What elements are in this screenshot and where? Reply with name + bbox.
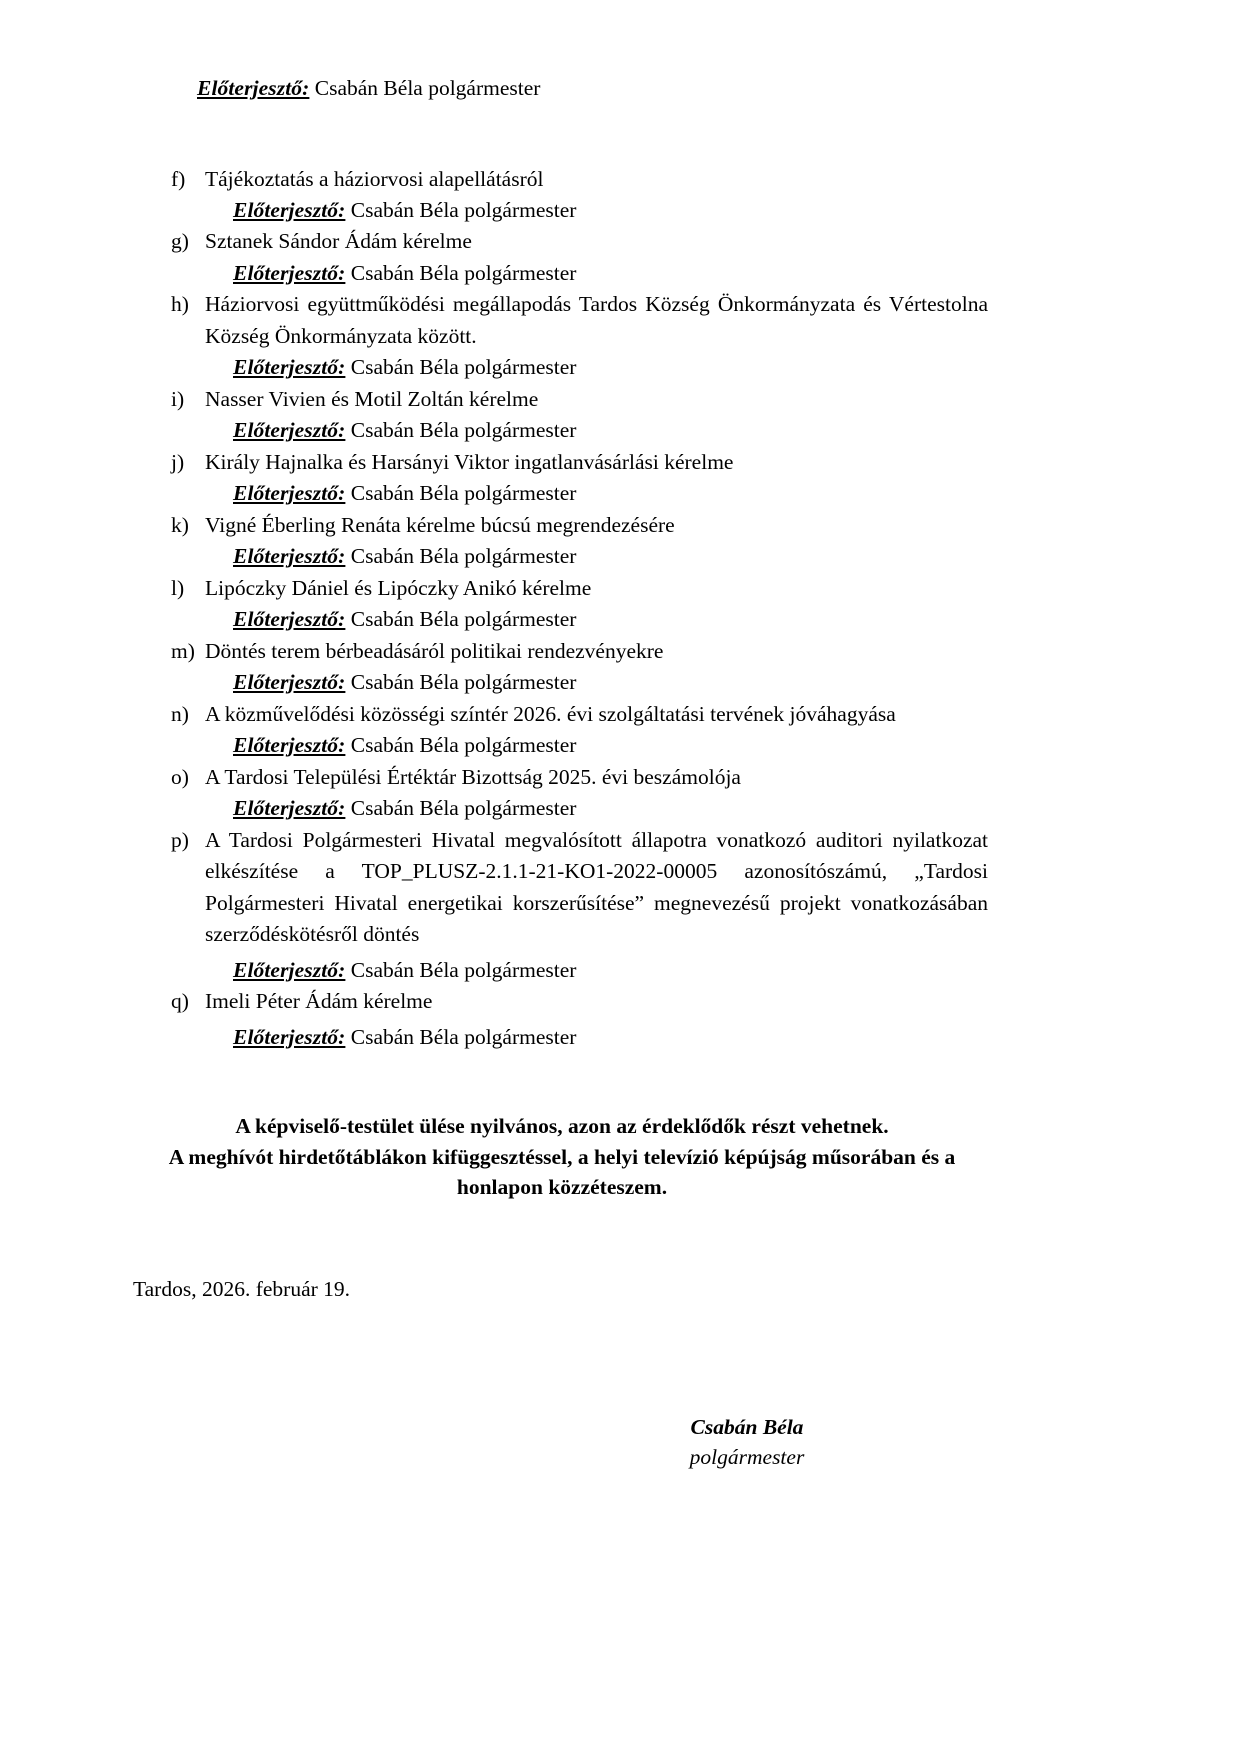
agenda-item-k — [134, 510, 990, 573]
agenda-item-marker: m) — [171, 638, 195, 663]
agenda-item-text: Háziorvosi együttműködési megállapodás Tardos Község Önkormányzata és Vértestolna Község Önkormányzata között. — [205, 292, 988, 348]
agenda-item-presenter — [134, 352, 990, 383]
agenda-item-text: Király Hajnalka és Harsányi Viktor ingatlanvásárlási kérelme — [205, 449, 734, 474]
presenter-name: Csabán Béla polgármester — [350, 197, 577, 222]
agenda-item-line — [134, 226, 990, 257]
agenda-item-marker: f) — [171, 166, 186, 191]
presenter-name: Csabán Béla polgármester — [350, 418, 577, 443]
agenda-item-n — [134, 699, 990, 762]
agenda-item-q — [134, 986, 990, 1053]
document-content — [134, 0, 990, 1473]
presenter-label: Előterjesztő: — [233, 670, 346, 695]
agenda-item-line — [134, 573, 990, 604]
agenda-item-line — [134, 384, 990, 415]
agenda-item-text: A Tardosi Polgármesteri Hivatal megvalósított állapotra vonatkozó auditori nyilatkozat elkészítése a TOP_PLUSZ-2.1.1-21-KO1-2022-00005 azonosítószámú, „Tardosi Polgármesteri Hivatal energetikai korszerűsítése” megnevezésű projekt vonatkozásában szerződéskötésről döntés — [205, 827, 988, 947]
agenda-item-j — [134, 447, 990, 510]
agenda-item-line — [134, 510, 990, 541]
agenda-item-presenter — [134, 955, 990, 986]
agenda-item-m — [134, 636, 990, 699]
signature-inner — [690, 1412, 805, 1473]
agenda-item-presenter — [134, 195, 990, 226]
presenter-label: Előterjesztő: — [233, 544, 346, 569]
agenda-item-h — [134, 289, 990, 383]
presenter-name: Csabán Béla polgármester — [350, 796, 577, 821]
presenter-name: Csabán Béla polgármester — [350, 481, 577, 506]
agenda-item-presenter — [134, 541, 990, 572]
agenda-list — [134, 164, 990, 1054]
agenda-item-line — [134, 447, 990, 478]
agenda-item-text: A közművelődési közösségi színtér 2026. évi szolgáltatási tervének jóváhagyása — [205, 701, 896, 726]
agenda-item-text: Sztanek Sándor Ádám kérelme — [205, 229, 472, 254]
agenda-item-presenter — [134, 793, 990, 824]
presenter-name: Csabán Béla polgármester — [350, 733, 577, 758]
agenda-item-text: A Tardosi Települési Értéktár Bizottság 2025. évi beszámolója — [205, 764, 741, 789]
presenter-label: Előterjesztő: — [233, 957, 346, 982]
presenter-label: Előterjesztő: — [233, 418, 346, 443]
notice-line-1: A képviselő-testület ülése nyilvános, azon az érdeklődők részt vehetnek. — [235, 1114, 889, 1139]
public-notice — [134, 1111, 990, 1203]
presenter-label: Előterjesztő: — [233, 260, 346, 285]
agenda-item-line — [134, 164, 990, 195]
agenda-item-l — [134, 573, 990, 636]
agenda-item-text: Lipóczky Dániel és Lipóczky Anikó kérelme — [205, 575, 592, 600]
agenda-item-i — [134, 384, 990, 447]
agenda-item-marker: q) — [171, 989, 189, 1014]
notice-line-3: honlapon közzéteszem. — [456, 1175, 668, 1200]
notice-line-2: A meghívót hirdetőtáblákon kifüggesztéssel, a helyi televízió képújság műsorában és a — [168, 1144, 956, 1169]
signature-role: polgármester — [689, 1445, 805, 1470]
agenda-item-line — [134, 289, 990, 352]
agenda-item-marker: g) — [171, 229, 189, 254]
agenda-item-presenter — [134, 667, 990, 698]
signature-block — [134, 1412, 990, 1473]
agenda-item-marker: p) — [171, 827, 189, 852]
agenda-item-text: Tájékoztatás a háziorvosi alapellátásról — [205, 166, 544, 191]
presenter-label: Előterjesztő: — [233, 796, 346, 821]
presenter-name: Csabán Béla polgármester — [350, 670, 577, 695]
agenda-item-f — [134, 164, 990, 227]
agenda-item-marker: j) — [171, 449, 185, 474]
presenter-name: Csabán Béla polgármester — [350, 544, 577, 569]
agenda-item-marker: i) — [171, 386, 185, 411]
presenter-label: Előterjesztő: — [233, 481, 346, 506]
presenter-label: Előterjesztő: — [233, 1024, 346, 1049]
agenda-item-text: Vigné Éberling Renáta kérelme búcsú megrendezésére — [205, 512, 675, 537]
agenda-item-presenter — [134, 478, 990, 509]
agenda-item-line — [134, 825, 990, 951]
agenda-item-text: Imeli Péter Ádám kérelme — [205, 989, 433, 1014]
agenda-item-marker: o) — [171, 764, 189, 789]
presenter-label: Előterjesztő: — [233, 355, 346, 380]
presenter-label: Előterjesztő: — [233, 607, 346, 632]
agenda-item-text: Döntés terem bérbeadásáról politikai rendezvényekre — [205, 638, 664, 663]
presenter-name: Csabán Béla polgármester — [350, 607, 577, 632]
agenda-item-marker: k) — [171, 512, 189, 537]
agenda-item-presenter — [134, 1022, 990, 1053]
presenter-name: Csabán Béla polgármester — [350, 260, 577, 285]
presenter-label: Előterjesztő: — [233, 197, 346, 222]
agenda-item-line — [134, 699, 990, 730]
agenda-item-line — [134, 986, 990, 1017]
signature-name: Csabán Béla — [690, 1414, 804, 1439]
agenda-item-o — [134, 762, 990, 825]
agenda-item-marker: n) — [171, 701, 189, 726]
agenda-item-text: Nasser Vivien és Motil Zoltán kérelme — [205, 386, 539, 411]
agenda-item-g — [134, 226, 990, 289]
top-presenter-line — [197, 78, 990, 100]
presenter-label: Előterjesztő: — [233, 733, 346, 758]
agenda-item-presenter — [134, 258, 990, 289]
agenda-item-presenter — [134, 415, 990, 446]
date-line: Tardos, 2026. február 19. — [133, 1276, 351, 1301]
presenter-name: Csabán Béla polgármester — [350, 1024, 577, 1049]
agenda-item-presenter — [134, 604, 990, 635]
presenter-name: Csabán Béla polgármester — [350, 355, 577, 380]
agenda-item-marker: h) — [171, 292, 189, 317]
presenter-name: Csabán Béla polgármester — [314, 76, 541, 100]
agenda-item-marker: l) — [171, 575, 185, 600]
agenda-item-p — [134, 825, 990, 986]
agenda-item-presenter — [134, 730, 990, 761]
agenda-item-line — [134, 636, 990, 667]
agenda-item-line — [134, 762, 990, 793]
presenter-label: Előterjesztő: — [197, 76, 310, 100]
presenter-name: Csabán Béla polgármester — [350, 957, 577, 982]
